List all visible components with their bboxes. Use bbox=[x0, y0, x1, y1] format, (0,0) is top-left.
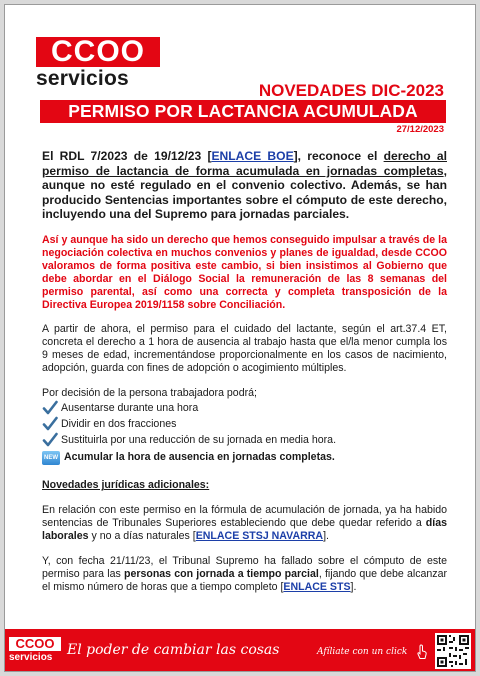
logo-servicios-text: servicios bbox=[36, 67, 129, 90]
options-intro: Por decisión de la persona trabajadora podrá; bbox=[42, 387, 257, 400]
legal-heading: Novedades jurídicas adicionales: bbox=[42, 479, 210, 492]
checkmark-icon bbox=[42, 416, 58, 432]
logo-ccoo-text: CCOO bbox=[36, 37, 160, 67]
red-paragraph: Así y aunque ha sido un derecho que hemos conseguido impulsar a través de la negociación colectiva en muchos convenios y planes de igualdad, desde CCOO valoramos de forma positiva este cambio, si bien insistimos al Gobierno que debe abordar en el Diálogo Social la remuneración de las 8 semanas del permiso parental, así como una correcta y completa transposición de la Directiva Europea 2019/1158 sobre Conciliación. bbox=[42, 233, 447, 311]
permiso-paragraph: A partir de ahora, el permiso para el cuidado del lactante, según el art.37.4 ET, concreta el derecho a 1 hora de ausencia al trabajo hasta que el/la menor cumpla los 9 meses de edad, incrementándose proporcionalmente en los casos de nacimiento, adopción, guarda con fines de adopción o acogimiento múltiples. bbox=[42, 323, 447, 375]
footer-logo: CCOO servicios bbox=[9, 637, 61, 664]
checkmark-icon bbox=[42, 400, 58, 416]
new-badge-icon: NEW bbox=[42, 451, 60, 465]
footer-slogan: El poder de cambiar las cosas bbox=[67, 642, 280, 658]
checkmark-icon bbox=[42, 432, 58, 448]
option-item: Sustituirla por una reducción de su jornada en media hora. bbox=[42, 432, 447, 448]
option-item-new: NEW Acumular la hora de ausencia en jornadas completas. bbox=[44, 451, 335, 464]
page-title: PERMISO POR LACTANCIA ACUMULADA bbox=[40, 100, 446, 123]
hand-pointer-icon bbox=[417, 644, 427, 660]
option-item: Ausentarse durante una hora bbox=[42, 400, 447, 416]
enlace-stsj-navarra-link[interactable]: ENLACE STSJ NAVARRA bbox=[195, 530, 324, 543]
enlace-sts-link[interactable]: ENLACE STS bbox=[283, 581, 351, 594]
option-item: Dividir en dos fracciones bbox=[42, 416, 447, 432]
document-date: 27/12/2023 bbox=[396, 124, 444, 135]
document-page bbox=[4, 4, 476, 672]
afiliate-link[interactable]: Afíliate con un click bbox=[317, 647, 408, 657]
legal-paragraph-1: En relación con este permiso en la fórmula de acumulación de jornada, ya ha habido sentencias de Tribunales Superiores estableciendo que debe quedar referido a días laborales y no a días naturales [ENLACE STSJ NAVARRA]. bbox=[42, 504, 447, 543]
legal-paragraph-2: Y, con fecha 21/11/23, el Tribunal Supremo ha fallado sobre el cómputo de este permiso para las personas con jornada a tiempo parcial, fijando que debe alcanzar el mismo número de horas que a tiempo completo [ENLACE STS]. bbox=[42, 555, 447, 594]
qr-code-icon[interactable] bbox=[435, 633, 471, 669]
ccoo-servicios-logo bbox=[36, 37, 160, 91]
enlace-boe-link[interactable]: ENLACE BOE bbox=[211, 149, 294, 163]
intro-underlined-text: derecho al permiso de lactancia de forma acumulada en jornadas completas bbox=[42, 149, 447, 178]
document-body bbox=[42, 149, 447, 594]
intro-paragraph: El RDL 7/2023 de 19/12/23 [ENLACE BOE], reconoce el derecho al permiso de lactancia de forma acumulada en jornadas completas, aunque no esté regulado en el convenio colectivo. Además, se han producido Sentencias importantes sobre el cómputo de este derecho, incluyendo una del Supremo para jornadas parciales. bbox=[42, 149, 447, 222]
novedades-label: NOVEDADES DIC-2023 bbox=[258, 81, 444, 100]
footer-banner bbox=[5, 629, 476, 672]
